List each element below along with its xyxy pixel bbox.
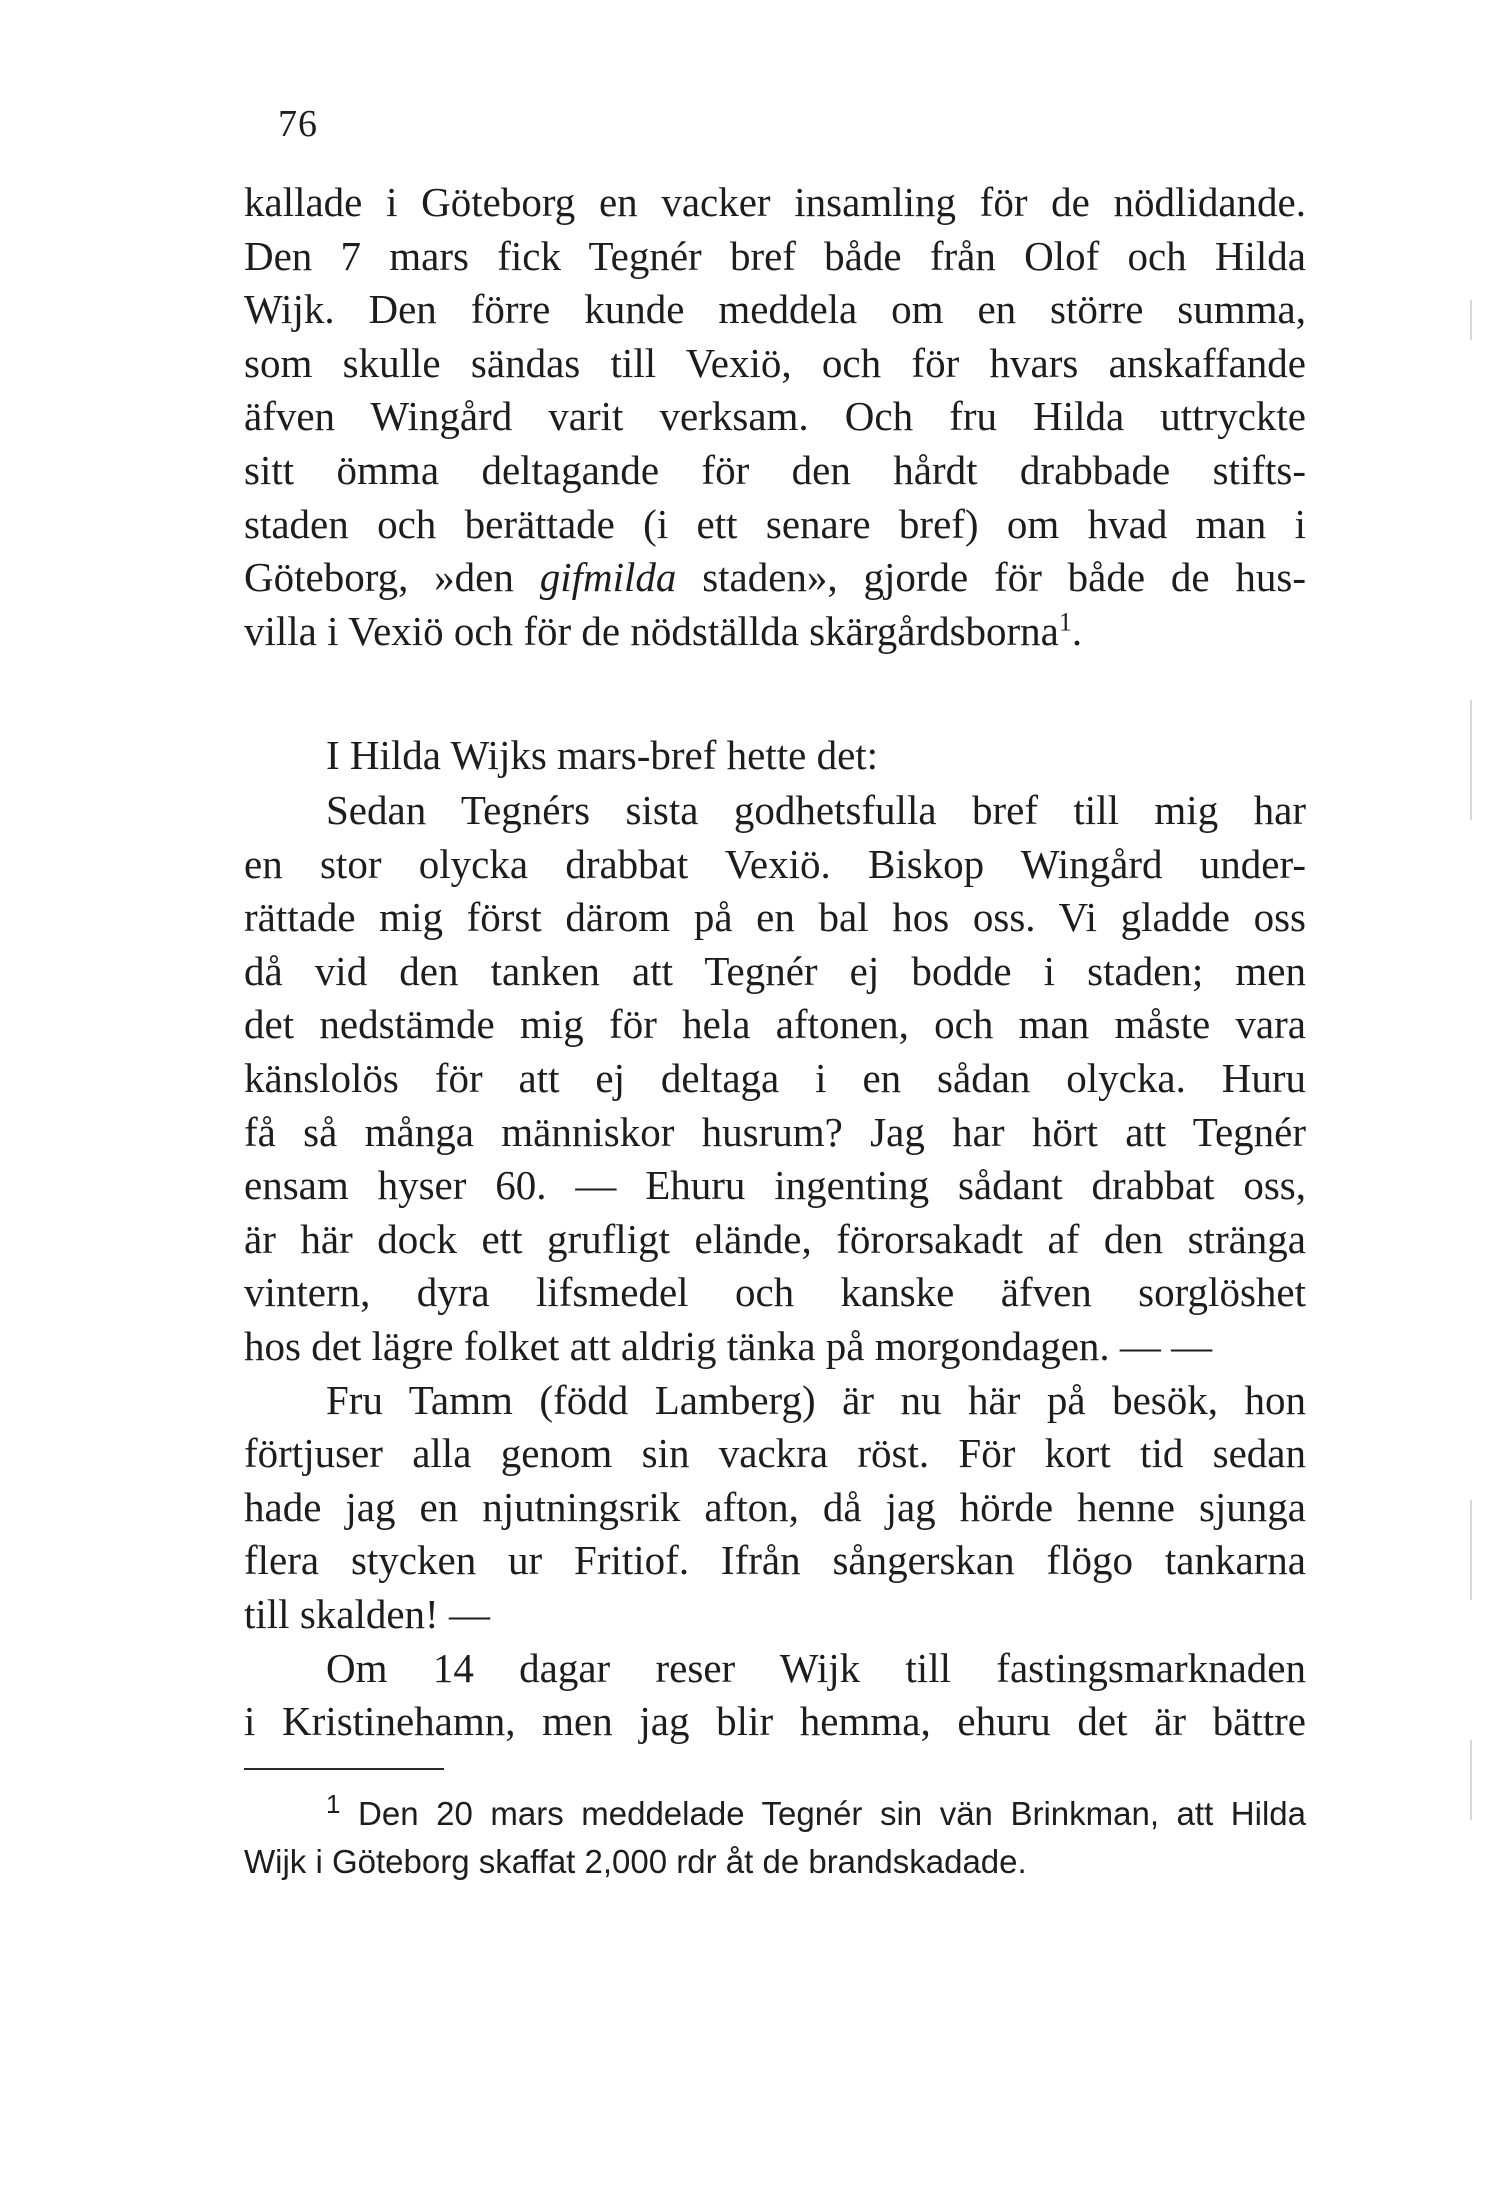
text-line: Sedan Tegnérs sista godhetsfulla bref till mig har	[326, 787, 1306, 833]
footnote-marker: 1	[326, 1789, 341, 1819]
text-line: ensam hyser 60. — Ehuru ingenting sådant drabbat oss,	[244, 1162, 1306, 1209]
text-fragment: .	[1071, 607, 1083, 654]
text-line: hade jag en njutningsrik afton, då jag hörde henne sjunga	[244, 1483, 1306, 1530]
footnote-reference: 1	[1058, 607, 1072, 637]
italic-word: gifmilda	[539, 554, 677, 601]
text-line: Om 14 dagar reser Wijk till fastingsmarknaden	[326, 1644, 1306, 1691]
text-line: hos det lägre folket att aldrig tänka på morgondagen. — —	[244, 1322, 1213, 1369]
text-line: till skalden! —	[244, 1590, 490, 1637]
letter-quote	[244, 784, 1306, 1749]
text-line: sitt ömma deltagande för den hårdt drabbade stifts-	[244, 446, 1306, 493]
scan-edge-mark	[1470, 700, 1472, 820]
text-line: flera stycken ur Fritiof. Ifrån sångerskan flögo tankarna	[244, 1537, 1306, 1584]
body-paragraph	[244, 176, 1306, 658]
text-line: en stor olycka drabbat Vexiö. Biskop Wingård under-	[244, 840, 1306, 887]
text-line	[244, 551, 1306, 605]
text-line: staden och berättade (i ett senare bref) om hvad man i	[244, 500, 1306, 547]
intro-line: I Hilda Wijks mars-bref hette det:	[326, 732, 879, 778]
text-line: förtjuser alla genom sin vackra röst. För kort tid sedan	[244, 1430, 1306, 1477]
scan-edge-mark	[1470, 1740, 1472, 1820]
intro-paragraph	[244, 729, 1306, 783]
footnote	[244, 1790, 1306, 1886]
footnote-line	[244, 1790, 1306, 1838]
text-line: vintern, dyra lifsmedel och kanske äfven sorglöshet	[244, 1269, 1306, 1316]
text-line: rättade mig först därom på en bal hos oss. Vi gladde oss	[244, 894, 1306, 941]
text-line: det nedstämde mig för hela aftonen, och man måste vara	[244, 1001, 1306, 1048]
text-fragment: staden», gjorde för både de hus-	[676, 554, 1306, 601]
text-fragment: Göteborg, »den	[244, 554, 540, 601]
text-line: i Kristinehamn, men jag blir hemma, ehuru det är bättre	[244, 1698, 1306, 1745]
text-line	[244, 605, 1306, 659]
text-line: känslolös för att ej deltaga i en sådan olycka. Huru	[244, 1054, 1306, 1101]
text-line: Wijk. Den förre kunde meddela om en större summa,	[244, 286, 1306, 333]
text-line: då vid den tanken att Tegnér ej bodde i staden; men	[244, 947, 1306, 994]
footnote-line: Wijk i Göteborg skaffat 2,000 rdr åt de brandskadade.	[244, 1843, 1027, 1880]
text-fragment: villa i Vexiö och för de nödställda skärgårdsborna	[244, 607, 1059, 654]
text-line: kallade i Göteborg en vacker insamling för de nödlidande.	[244, 179, 1306, 225]
text-line: Den 7 mars fick Tegnér bref både från Olof och Hilda	[244, 232, 1306, 279]
scan-edge-mark	[1470, 1500, 1472, 1600]
text-line: som skulle sändas till Vexiö, och för hvars anskaffande	[244, 339, 1306, 386]
text-line: är här dock ett grufligt elände, förorsakadt af den stränga	[244, 1215, 1306, 1262]
text-line: få så många människor husrum? Jag har hört att Tegnér	[244, 1108, 1306, 1155]
footnote-text: Den 20 mars meddelade Tegnér sin vän Brinkman, att Hilda	[340, 1795, 1306, 1832]
scan-edge-mark	[1470, 300, 1472, 340]
text-line: Fru Tamm (född Lamberg) är nu här på besök, hon	[326, 1376, 1306, 1423]
footnote-divider	[244, 1768, 444, 1770]
text-line: äfven Wingård varit verksam. Och fru Hilda uttryckte	[244, 393, 1306, 440]
page-number: 76	[278, 103, 318, 145]
